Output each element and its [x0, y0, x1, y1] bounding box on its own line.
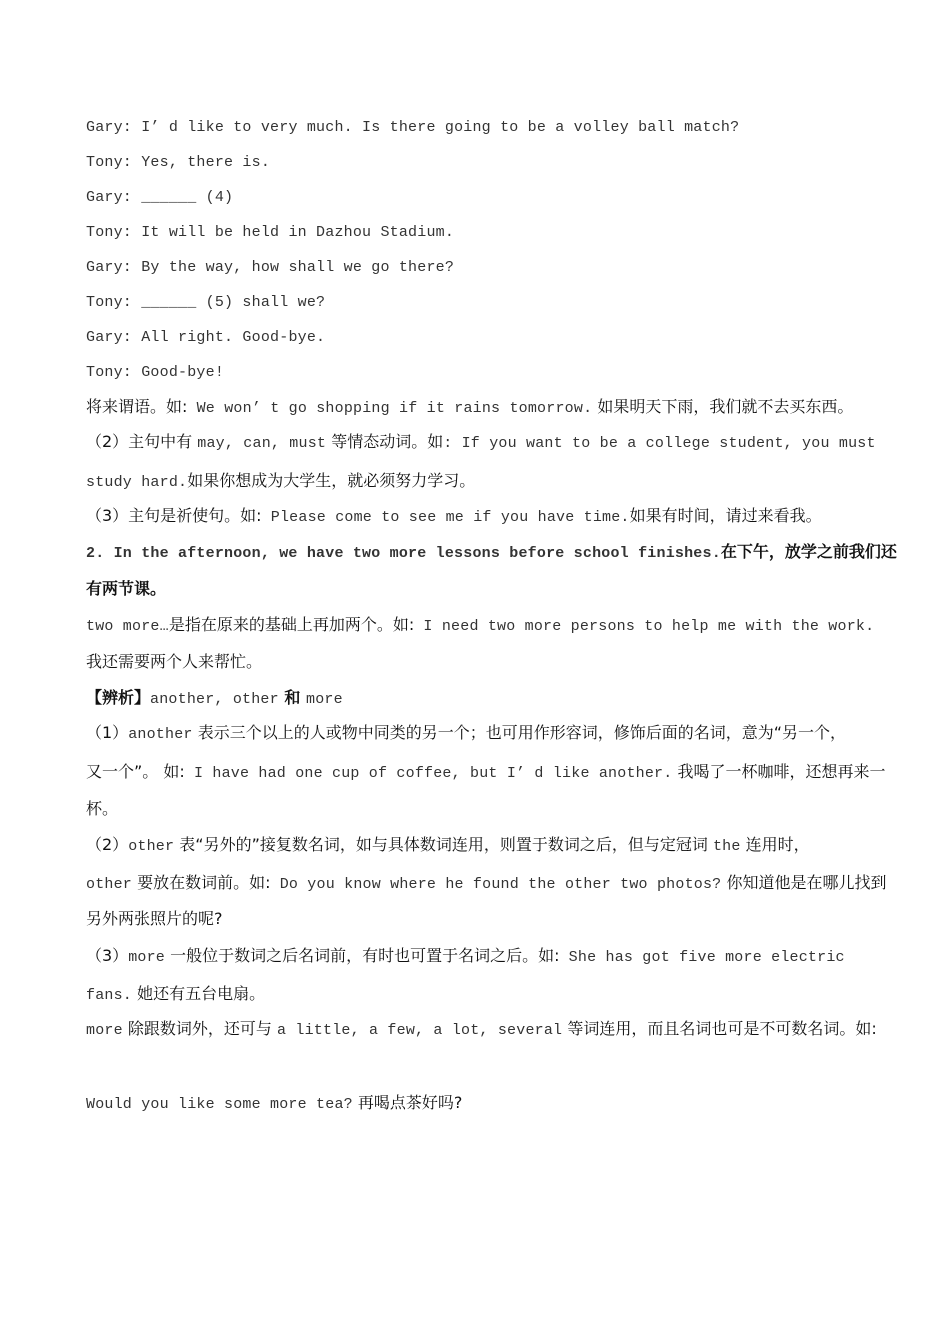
note-line [86, 723, 846, 745]
section-heading [86, 688, 343, 710]
key-sentence-continued [86, 579, 166, 599]
en-term: a little, a few, a lot, several [277, 1022, 563, 1039]
dialogue-line [86, 153, 270, 173]
cn-text: （1） [86, 723, 129, 742]
note-line [86, 984, 265, 1006]
note-line [86, 1019, 877, 1041]
example-cn: 如果有时间，请过来看我。 [629, 506, 822, 525]
example-en: fans. [86, 987, 133, 1004]
note-line [86, 506, 822, 528]
note-line [86, 873, 886, 895]
dialogue-line [86, 188, 233, 208]
speaker: Tony: [86, 294, 133, 311]
note-line [86, 909, 223, 929]
dialogue-line [86, 223, 454, 243]
example-en: We won’ t go shopping if it rains tomorrow. [187, 400, 593, 417]
en-term: the [712, 838, 741, 855]
example-cn: 杯。 [86, 799, 119, 818]
example-cn: 如果明天下雨，我们就不去买东西。 [592, 397, 854, 416]
cn-text: 又一个”。 如: [86, 762, 185, 781]
en-term: other [128, 838, 175, 855]
en-term: more [306, 691, 343, 708]
key-sentence [86, 542, 897, 564]
example-cn: 另外两张照片的呢? [86, 909, 223, 928]
cn-text: （3）主句是祈使句。如: [86, 506, 262, 525]
note-line [86, 397, 853, 419]
note-line [86, 432, 876, 454]
note-line [86, 762, 886, 784]
cn-text: 表“另外的”接复数名词，如与具体数词连用，则置于数词之后，但与定冠词 [174, 835, 713, 854]
utterance: All right. Good-bye. [141, 329, 326, 346]
key-sentence-en: 2. In the afternoon, we have two more lessons before school finishes. [86, 545, 721, 562]
en-term: another, other [150, 691, 279, 708]
dialogue-line [86, 363, 224, 383]
cn-text: 将来谓语。如: [86, 397, 188, 416]
heading-bracket: 【辨析】 [86, 688, 151, 707]
note-line [86, 835, 810, 857]
speaker: Gary: [86, 189, 133, 206]
example-en: study hard. [86, 474, 188, 491]
example-en: : If you want to be a college student, you must [443, 435, 876, 452]
utterance: ______ (5) shall we? [141, 294, 326, 311]
utterance: It will be held in Dazhou Stadium. [141, 224, 455, 241]
cn-text: 表示三个以上的人或物中同类的另一个；也可用作形容词，修饰后面的名词，意为“另一个， [192, 723, 846, 742]
example-cn: 我喝了一杯咖啡，还想再来一 [672, 762, 886, 781]
cn-text: 除跟数词外，还可与 [122, 1019, 277, 1038]
en-term: more [128, 949, 165, 966]
example-en: She has got five more electric [559, 949, 845, 966]
example-en: Please come to see me if you have time. [261, 509, 630, 526]
utterance: ______ (4) [141, 189, 234, 206]
example-en: Would you like some more tea? [86, 1096, 353, 1113]
cn-text: 是指在原来的基础上再加两个。如: [168, 615, 415, 634]
key-sentence-cn: 在下午，放学之前我们还 [720, 542, 897, 561]
note-line [86, 946, 845, 968]
key-sentence-cn: 有两节课。 [86, 579, 167, 598]
cn-text: 和 [278, 688, 306, 707]
cn-text: 连用时， [740, 835, 810, 854]
utterance: Good-bye! [141, 364, 225, 381]
note-line [86, 799, 118, 819]
cn-text: 等情态动词。如 [326, 432, 444, 451]
utterance: Yes, there is. [141, 154, 271, 171]
dialogue-line [86, 258, 454, 278]
en-term: another [128, 726, 193, 743]
en-term: more [86, 1022, 123, 1039]
speaker: Tony: [86, 224, 133, 241]
example-en: Do you know where he found the other two photos? [270, 876, 722, 893]
note-line [86, 652, 262, 672]
en-term: may, can, must [197, 435, 327, 452]
example-en: I need two more persons to help me with the work. [414, 618, 875, 635]
cn-text: 要放在数词前。如: [132, 873, 271, 892]
dialogue-line [86, 328, 325, 348]
cn-text: （2） [86, 835, 129, 854]
speaker: Gary: [86, 119, 133, 136]
dialogue-line [86, 118, 739, 138]
cn-text: 等词连用，而且名词也可是不可数名词。如: [562, 1019, 877, 1038]
speaker: Gary: [86, 329, 133, 346]
dialogue-line [86, 293, 325, 313]
note-line [86, 471, 475, 493]
example-cn: 再喝点茶好吗? [352, 1093, 463, 1112]
en-term: two more… [86, 618, 169, 635]
example-cn: 我还需要两个人来帮忙。 [86, 652, 263, 671]
note-line [86, 615, 874, 637]
note-line [86, 1093, 462, 1115]
example-cn: 如果你想成为大学生，就必须努力学习。 [187, 471, 476, 490]
utterance: By the way, how shall we go there? [141, 259, 455, 276]
example-en: I have had one cup of coffee, but I’ d like another. [184, 765, 673, 782]
utterance: I’ d like to very much. Is there going to be a volley ball match? [141, 119, 740, 136]
example-cn: 她还有五台电扇。 [132, 984, 266, 1003]
en-term: other [86, 876, 133, 893]
cn-text: （3） [86, 946, 129, 965]
cn-text: 一般位于数词之后名词前，有时也可置于名词之后。如: [165, 946, 560, 965]
speaker: Gary: [86, 259, 133, 276]
speaker: Tony: [86, 154, 133, 171]
cn-text: （2）主句中有 [86, 432, 198, 451]
example-cn: 你知道他是在哪儿找到 [721, 873, 887, 892]
speaker: Tony: [86, 364, 133, 381]
